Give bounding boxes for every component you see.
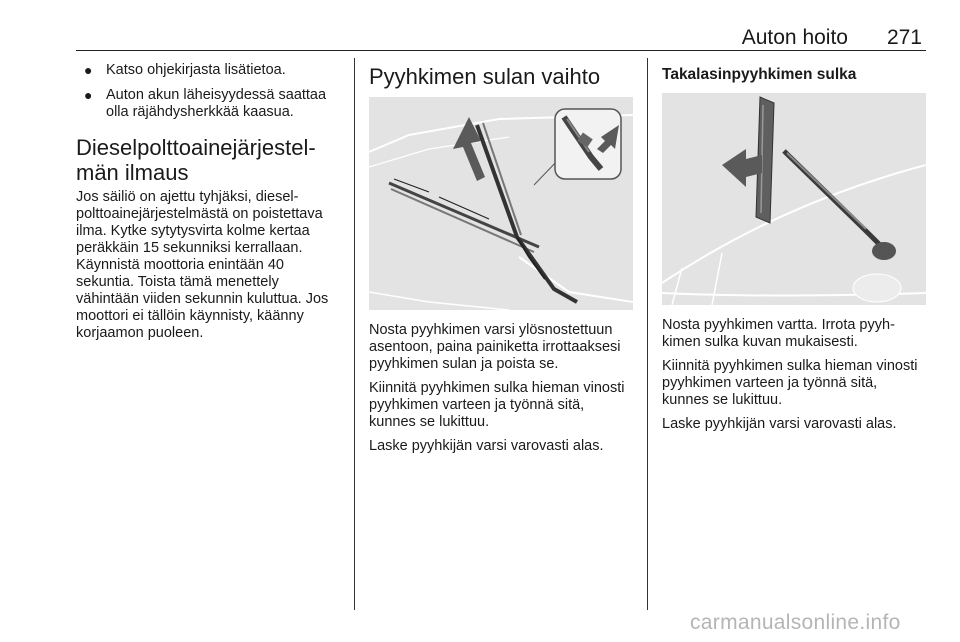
list-item: ● Auton akun läheisyydessä saattaa olla räjähdysherkkää kaasua. — [84, 87, 327, 120]
section-heading-wiper: Pyyhkimen sulan vaihto — [369, 64, 601, 89]
column-divider — [354, 58, 355, 610]
section-heading-rear-wiper: Takalasinpyyhkimen sulka — [662, 66, 857, 83]
paragraph: Kiinnitä pyyhkimen sulka hieman vinosti pyyhkimen varteen ja työnnä sitä, kunnes se lukittuu. — [662, 358, 918, 408]
page-number: 271 — [886, 26, 922, 49]
section-heading-diesel: Dieselpolttoainejärjestelmän ilmaus — [76, 135, 316, 185]
paragraph: Nosta pyyhkimen varsi ylösnostettuun asentoon, paina painiketta irrottaaksesi pyyhkimen sulan ja poista se. — [369, 322, 621, 372]
column-left — [76, 62, 342, 349]
watermark: carmanualsonline.info — [690, 611, 901, 634]
bullet-icon: ● — [84, 87, 93, 103]
rear-wiper-illustration — [662, 93, 926, 305]
paragraph: Kiinnitä pyyhkimen sulka hieman vinosti pyyhkimen varteen ja työnnä sitä, kunnes se lukittuu. — [369, 380, 625, 430]
bullet-icon: ● — [84, 62, 93, 78]
column-divider — [647, 58, 648, 610]
paragraph: Jos säiliö on ajettu tyhjäksi, dieselpolttoainejärjestelmästä on poistettava ilma. Kytke sytytysvirta kolme kertaa peräkkäin 15 sekunniksi kerrallaan. Käynnistä moottoria enintään 40 sekuntia. Toista tämä menettely vähintään viiden sekunnin kuluttua. Jos moottori ei tällöin käynnisty, käänny korjaamon puoleen. — [76, 189, 329, 341]
paragraph: Laske pyyhkijän varsi varovasti alas. — [662, 416, 897, 432]
direction-arrow-icon — [722, 149, 762, 187]
list-item: ● Katso ohjekirjasta lisätietoa. — [84, 62, 286, 78]
page-header — [76, 26, 926, 51]
column-right — [662, 62, 926, 440]
paragraph: Nosta pyyhkimen vartta. Irrota pyyhkimen sulka kuvan mukaisesti. — [662, 317, 895, 350]
bullet-list — [76, 62, 342, 121]
paragraph: Laske pyyhkijän varsi varovasti alas. — [369, 438, 604, 454]
front-wiper-illustration — [369, 97, 633, 310]
section-title: Auton hoito — [741, 26, 848, 49]
column-middle — [369, 62, 633, 462]
